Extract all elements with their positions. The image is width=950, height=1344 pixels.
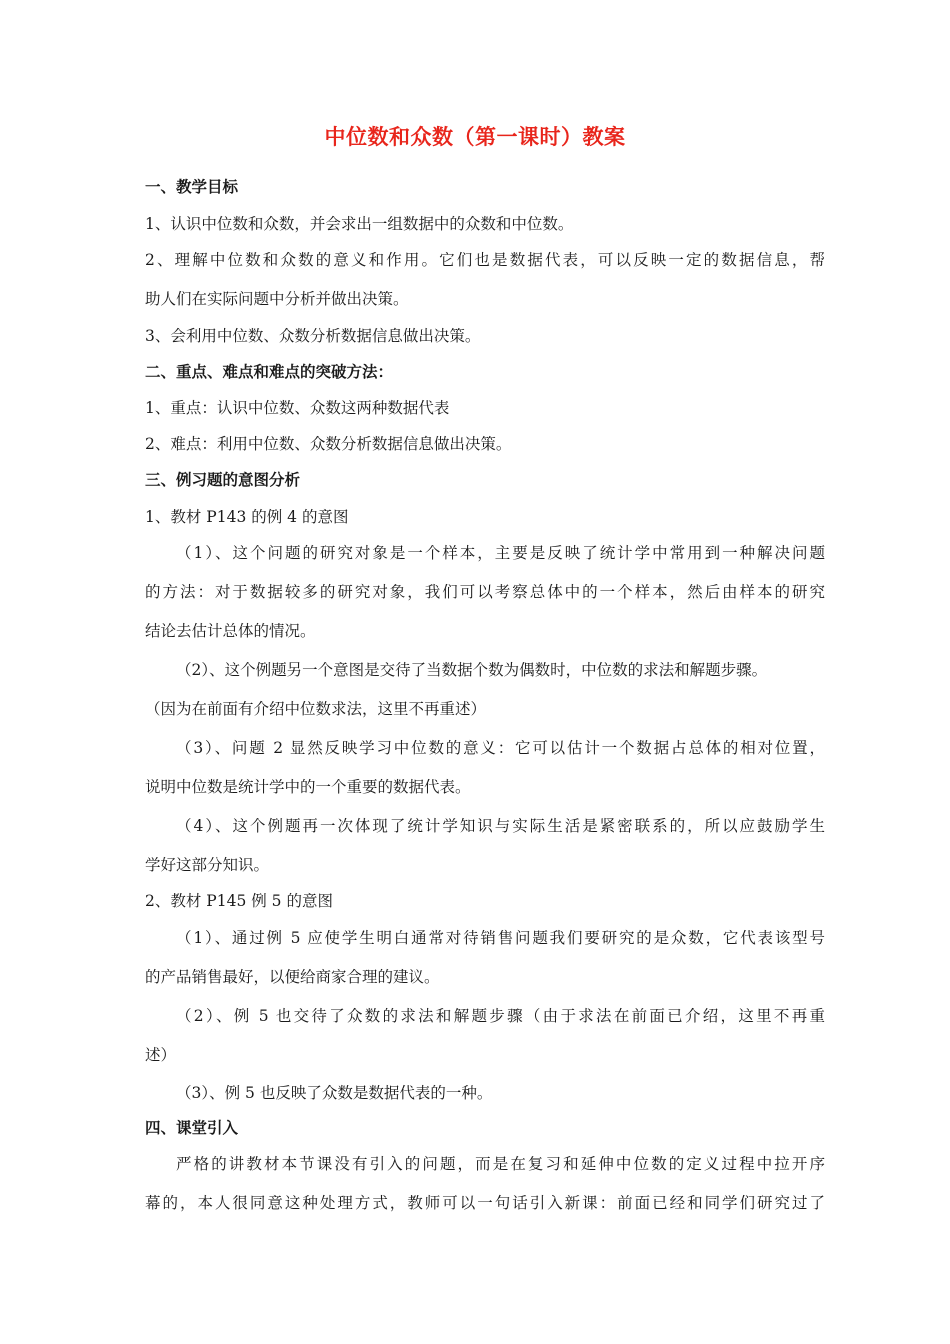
- example-4-point-4-line-2: 学好这部分知识。: [145, 856, 270, 874]
- objective-item-2-line-1: 2、理解中位数和众数的意义和作用。它们也是数据代表，可以反映一定的数据信息，帮: [145, 251, 825, 269]
- section-heading-example-analysis: 三、例习题的意图分析: [145, 471, 301, 489]
- example-4-point-4-line-1: （4）、这个例题再一次体现了统计学知识与实际生活是紧密联系的，所以应鼓励学生: [176, 817, 825, 835]
- example-4-point-3-line-1: （3）、问题 2 显然反映学习中位数的意义：它可以估计一个数据占总体的相对位置，: [176, 739, 825, 757]
- example-4-point-1-line-1: （1）、这个问题的研究对象是一个样本，主要是反映了统计学中常用到一种解决问题: [176, 544, 825, 562]
- example-5-point-1-line-1: （1）、通过例 5 应使学生明白通常对待销售问题我们要研究的是众数，它代表该型号: [176, 929, 825, 947]
- section-heading-key-points: 二、重点、难点和难点的突破方法：: [145, 363, 394, 381]
- example-4-point-2-line-1: （2）、这个例题另一个意图是交待了当数据个数为偶数时，中位数的求法和解题步骤。: [176, 661, 768, 679]
- objective-item-2-line-2: 助人们在实际问题中分析并做出决策。: [145, 290, 409, 308]
- objective-item-3: 3、会利用中位数、众数分析数据信息做出决策。: [145, 327, 481, 345]
- example-4-point-2-line-2: （因为在前面有介绍中位数求法，这里不再重述）: [145, 700, 487, 718]
- example-4-point-3-line-2: 说明中位数是统计学中的一个重要的数据代表。: [145, 778, 471, 796]
- example-5-point-1-line-2: 的产品销售最好，以便给商家合理的建议。: [145, 968, 440, 986]
- example-4-point-1-line-3: 结论去估计总体的情况。: [145, 622, 316, 640]
- example-4-point-1-line-2: 的方法：对于数据较多的研究对象，我们可以考察总体中的一个样本，然后由样本的研究: [145, 583, 825, 601]
- page-title: 中位数和众数（第一课时）教案: [324, 125, 626, 149]
- section-heading-objectives: 一、教学目标: [145, 178, 239, 196]
- introduction-paragraph-line-1: 严格的讲教材本节课没有引入的问题，而是在复习和延伸中位数的定义过程中拉开序: [176, 1155, 825, 1173]
- introduction-paragraph-line-2: 幕的，本人很同意这种处理方式，教师可以一句话引入新课：前面已经和同学们研究过了: [145, 1194, 825, 1212]
- objective-item-1: 1、认识中位数和众数，并会求出一组数据中的众数和中位数。: [145, 215, 574, 233]
- example-4-subheading: 1、教材 P143 的例 4 的意图: [145, 508, 349, 526]
- section-heading-introduction: 四、课堂引入: [145, 1119, 239, 1137]
- example-5-point-2-line-2: 述）: [145, 1046, 177, 1064]
- example-5-point-3: （3）、例 5 也反映了众数是数据代表的一种。: [176, 1084, 493, 1102]
- example-5-point-2-line-1: （2）、例 5 也交待了众数的求法和解题步骤（由于求法在前面已介绍，这里不再重: [176, 1007, 825, 1025]
- example-5-subheading: 2、教材 P145 例 5 的意图: [145, 892, 333, 910]
- key-point-item-1: 1、重点：认识中位数、众数这两种数据代表: [145, 399, 450, 417]
- key-point-item-2: 2、难点：利用中位数、众数分析数据信息做出决策。: [145, 435, 512, 453]
